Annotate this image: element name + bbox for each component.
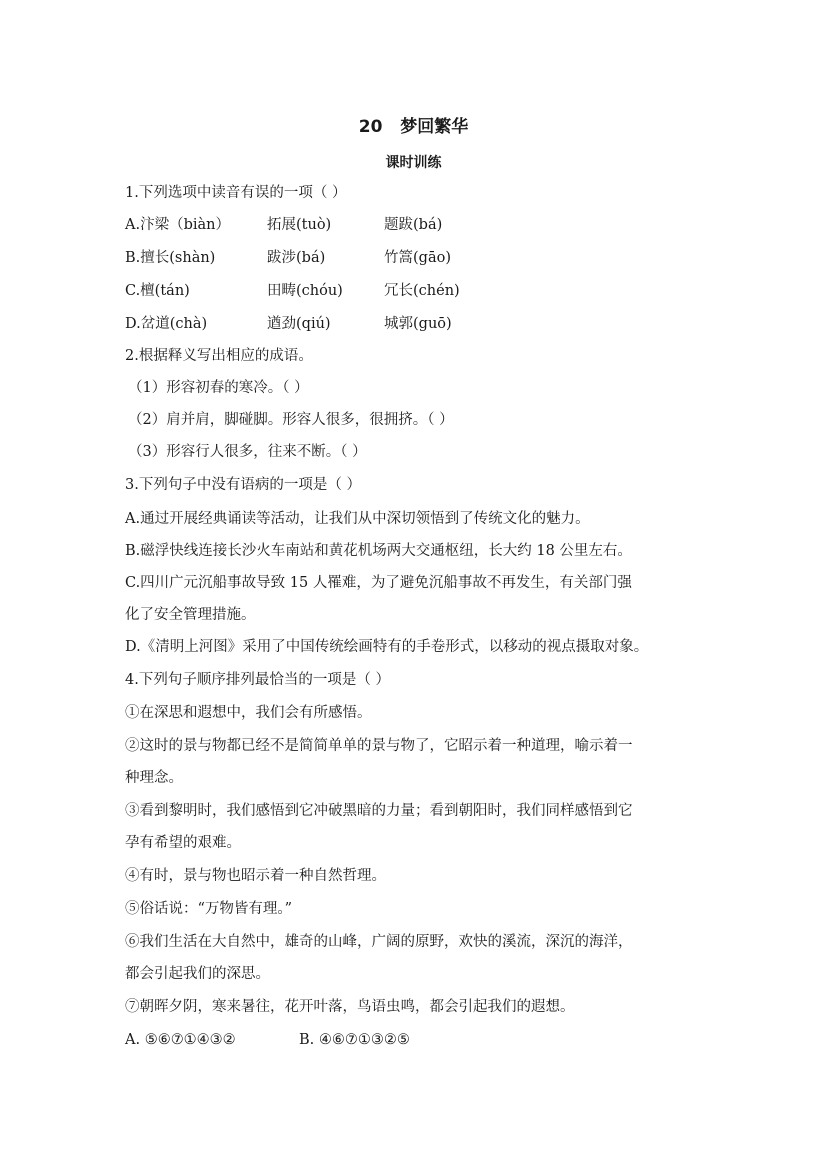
q3-option-a: A.通过开展经典诵读等活动，让我们从中深切领悟到了传统文化的魅力。 xyxy=(125,511,590,527)
q1-a-item-3: 题跋(bá) xyxy=(384,217,443,233)
q4-sentence-3-line-1: ③看到黎明时，我们感悟到它冲破黑暗的力量；看到朝阳时，我们同样感悟到它 xyxy=(125,803,633,819)
section-subtitle: 课时训练 xyxy=(385,155,442,171)
q1-d-item-1: D.岔道(chà) xyxy=(125,316,208,332)
q1-d-item-2: 遒劲(qiú) xyxy=(267,316,331,332)
question-3-stem: 3.下列句子中没有语病的一项是（ ） xyxy=(125,477,361,493)
q1-d-item-3: 城郭(guō) xyxy=(384,316,452,332)
q4-sentence-2-line-2: 种理念。 xyxy=(125,770,183,786)
q4-sentence-7: ⑦朝晖夕阴，寒来暑往，花开叶落，鸟语虫鸣，都会引起我们的遐想。 xyxy=(125,999,575,1015)
q1-a-item-1: A.汴梁（biàn） xyxy=(125,217,230,233)
q4-option-a: A. ⑤⑥⑦①④③② xyxy=(125,1032,236,1048)
q3-option-d: D.《清明上河图》采用了中国传统绘画特有的手卷形式，以移动的视点摄取对象。 xyxy=(125,639,649,655)
q1-a-item-2: 拓展(tuò) xyxy=(267,217,332,233)
question-4-stem: 4.下列句子顺序排列最恰当的一项是（ ） xyxy=(125,672,390,688)
q3-option-c-line-1: C.四川广元沉船事故导致 15 人罹难，为了避免沉船事故不再发生，有关部门强 xyxy=(125,575,632,591)
q1-c-item-1: C.檀(tán) xyxy=(125,283,190,299)
page-title: 20 梦回繁华 xyxy=(358,117,469,137)
q4-sentence-5: ⑤俗话说：“万物皆有理。” xyxy=(125,901,293,917)
q4-option-b: B. ④⑥⑦①③②⑤ xyxy=(299,1032,410,1048)
q4-sentence-1: ①在深思和遐想中，我们会有所感悟。 xyxy=(125,705,372,721)
q4-sentence-6-line-1: ⑥我们生活在大自然中，雄奇的山峰，广阔的原野，欢快的溪流，深沉的海洋， xyxy=(125,934,633,950)
q1-b-item-2: 跋涉(bá) xyxy=(267,250,326,266)
q2-item-1: （1）形容初春的寒冷。（ ） xyxy=(128,380,309,396)
q4-sentence-3-line-2: 孕有希望的艰难。 xyxy=(125,835,241,851)
q3-option-b: B.磁浮快线连接长沙火车南站和黄花机场两大交通枢纽，长大约 18 公里左右。 xyxy=(125,543,632,559)
q2-item-3: （3）形容行人很多，往来不断。（ ） xyxy=(128,444,367,460)
q1-b-item-3: 竹篙(gāo) xyxy=(384,250,451,266)
q2-item-2: （2）肩并肩，脚碰脚。形容人很多，很拥挤。（ ） xyxy=(128,412,454,428)
question-1-stem: 1.下列选项中读音有误的一项（ ） xyxy=(125,185,347,201)
question-2-stem: 2.根据释义写出相应的成语。 xyxy=(125,348,313,364)
q1-b-item-1: B.擅长(shàn) xyxy=(125,250,216,266)
q4-sentence-6-line-2: 都会引起我们的深思。 xyxy=(125,966,270,982)
q4-sentence-4: ④有时，景与物也昭示着一种自然哲理。 xyxy=(125,868,386,884)
q1-c-item-3: 冗长(chén) xyxy=(384,283,460,299)
q4-sentence-2-line-1: ②这时的景与物都已经不是简简单单的景与物了，它昭示着一种道理，喻示着一 xyxy=(125,738,633,754)
q3-option-c-line-2: 化了安全管理措施。 xyxy=(125,607,256,623)
q1-c-item-2: 田畴(chóu) xyxy=(267,283,343,299)
